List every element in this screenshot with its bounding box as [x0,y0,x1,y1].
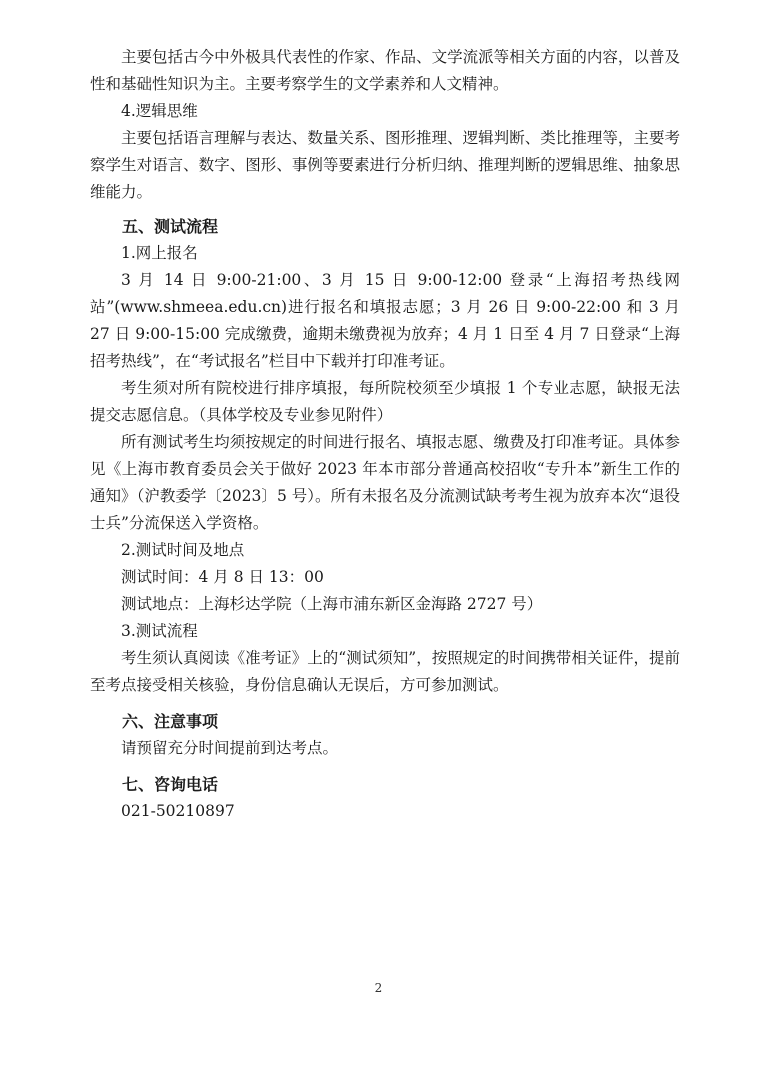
paragraph-logic: 主要包括语言理解与表达、数量关系、图形推理、逻辑判断、类比推理等，主要考察学生对语言、数字、图形、事例等要素进行分析归纳、推理判断的逻辑思维、抽象思维能力。 [90,129,680,201]
test-time: 测试时间：4 月 8 日 13：00 [121,568,324,586]
subheading-test-flow: 3.测试流程 [121,622,198,640]
paragraph-registration-dates: 3 月 14 日 9:00-21:00、3 月 15 日 9:00-12:00 登录“上海招考热线网站”(www.shmeea.edu.cn)进行报名和填报志愿；3 月 26 日 9:00-22:00 和 3 月 27 日 9:00-15:00 完成缴费，逾期未缴费视为放弃；4 月 1 日至 4 月 7 日登录“上海招考热线”，在“考试报名”栏目中下载并打印准考证。 [90,271,680,370]
page-content [90,44,680,825]
paragraph-ranking: 考生须对所有院校进行排序填报，每所院校须至少填报 1 个专业志愿，缺报无法提交志愿信息。（具体学校及专业参见附件） [90,379,680,424]
paragraph-literature: 主要包括古今中外极具代表性的作家、作品、文学流派等相关方面的内容，以普及性和基础性知识为主。主要考察学生的文学素养和人文精神。 [90,48,680,93]
paragraph-requirements: 所有测试考生均须按规定的时间进行报名、填报志愿、缴费及打印准考证。具体参见《上海市教育委员会关于做好 2023 年本市部分普通高校招收“专升本”新生工作的通知》（沪教委学〔2023〕5 号）。所有未报名及分流测试缺考考生视为放弃本次“退役士兵”分流保送入学资格。 [90,433,680,532]
contact-phone: 021-50210897 [121,802,235,820]
subheading-logic: 4.逻辑思维 [121,102,198,120]
page-number: 2 [374,981,383,995]
section-heading-notes: 六、注意事项 [122,712,219,731]
subheading-online-registration: 1.网上报名 [121,244,198,262]
section-heading-test-process: 五、测试流程 [122,217,219,236]
test-place: 测试地点：上海杉达学院（上海市浦东新区金海路 2727 号） [121,595,543,613]
paragraph-notes: 请预留充分时间提前到达考点。 [121,739,339,757]
section-heading-contact: 七、咨询电话 [122,775,219,794]
subheading-time-place: 2.测试时间及地点 [121,541,245,559]
paragraph-test-flow: 考生须认真阅读《准考证》上的“测试须知”，按照规定的时间携带相关证件，提前至考点接受相关核验，身份信息确认无误后，方可参加测试。 [90,649,680,694]
